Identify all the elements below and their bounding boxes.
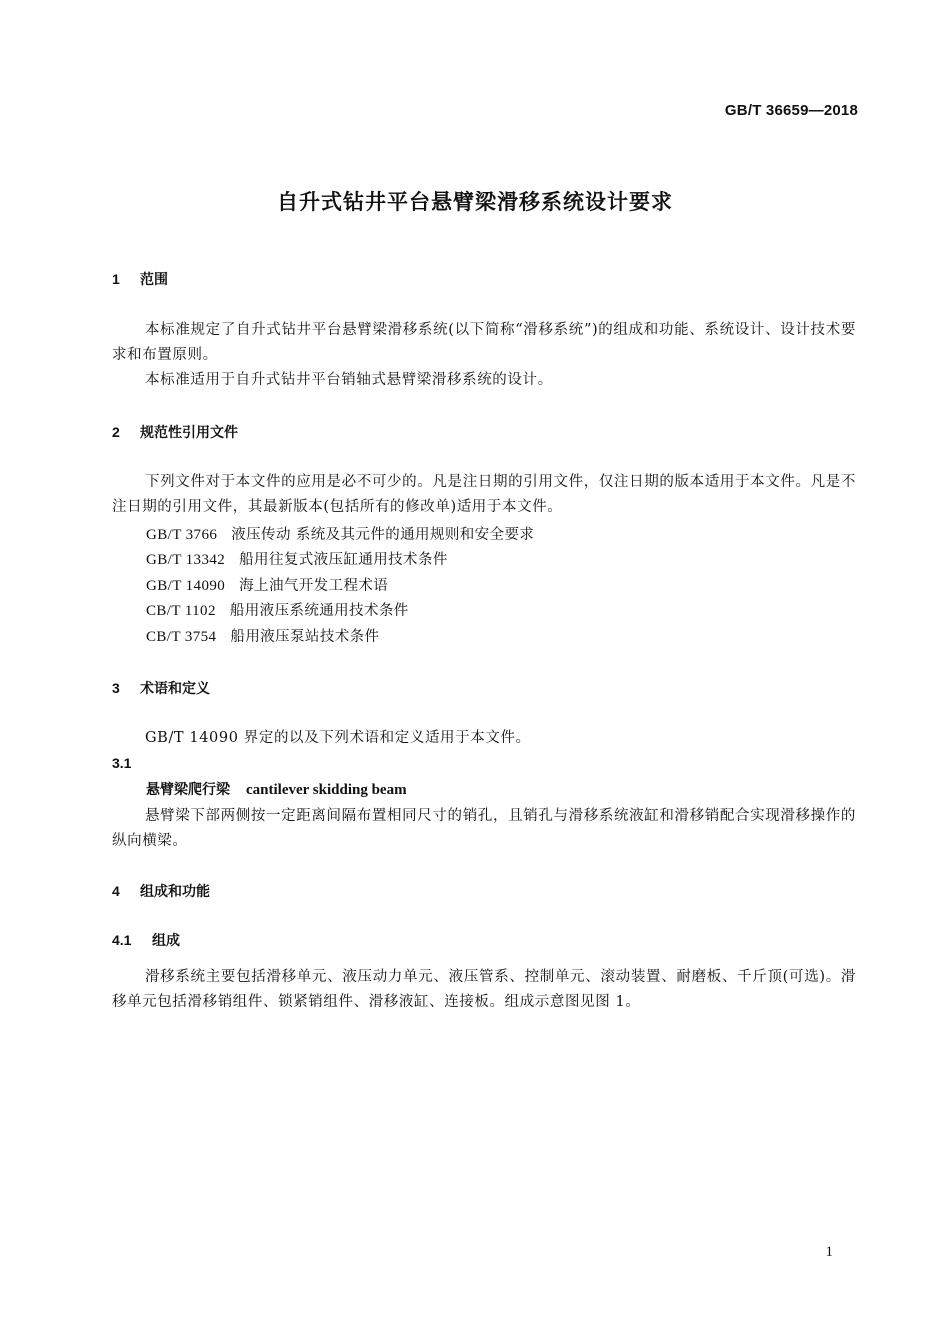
reference-item bbox=[146, 523, 534, 544]
section-title: 规范性引用文件 bbox=[140, 425, 238, 441]
reference-item bbox=[146, 548, 448, 569]
reference-title: 液压传动 系统及其元件的通用规则和安全要求 bbox=[231, 527, 535, 543]
term-chinese: 悬臂梁爬行梁 bbox=[146, 782, 230, 798]
reference-title: 船用液压泵站技术条件 bbox=[230, 629, 380, 645]
section-3-heading bbox=[112, 678, 210, 698]
reference-item bbox=[146, 599, 409, 620]
reference-code: CB/T 3754 bbox=[146, 629, 217, 645]
section-1-heading bbox=[112, 269, 168, 289]
section-title: 术语和定义 bbox=[140, 681, 210, 697]
section-title: 组成和功能 bbox=[140, 884, 210, 900]
reference-code: GB/T 14090 bbox=[146, 578, 226, 594]
document-title: 自升式钻井平台悬臂梁滑移系统设计要求 bbox=[277, 190, 673, 214]
term-number: 3.1 bbox=[112, 755, 132, 771]
section-1-paragraph-1: 本标准规定了自升式钻井平台悬臂梁滑移系统(以下简称“滑移系统”)的组成和功能、系统设计、设计技术要求和布置原则。 bbox=[112, 322, 856, 363]
section-number: 4 bbox=[112, 883, 120, 899]
section-4-heading bbox=[112, 881, 210, 901]
reference-item bbox=[146, 574, 388, 595]
subsection-number: 4.1 bbox=[112, 932, 132, 948]
reference-code: GB/T 13342 bbox=[146, 552, 226, 568]
subsection-4-1-heading bbox=[112, 930, 180, 950]
subsection-4-1-paragraph: 滑移系统主要包括滑移单元、液压动力单元、液压管系、控制单元、滚动装置、耐磨板、千斤顶(可选)。滑移单元包括滑移销组件、锁紧销组件、滑移液缸、连接板。组成示意图见图 1。 bbox=[112, 969, 856, 1010]
section-number: 1 bbox=[112, 271, 120, 287]
section-title: 范围 bbox=[140, 272, 168, 288]
reference-item bbox=[146, 625, 379, 646]
term-definition: 悬臂梁下部两侧按一定距离间隔布置相同尺寸的销孔，且销孔与滑移系统液缸和滑移销配合实现滑移操作的纵向横梁。 bbox=[112, 808, 856, 849]
reference-title: 海上油气开发工程术语 bbox=[239, 578, 389, 594]
section-number: 2 bbox=[112, 424, 120, 440]
section-2-heading bbox=[112, 422, 238, 442]
section-1-paragraph-2: 本标准适用于自升式钻井平台销轴式悬臂梁滑移系统的设计。 bbox=[145, 372, 553, 388]
reference-code: GB/T 3766 bbox=[146, 527, 218, 543]
reference-title: 船用往复式液压缸通用技术条件 bbox=[239, 552, 448, 568]
page-number: 1 bbox=[825, 1244, 833, 1260]
section-3-intro: GB/T 14090 界定的以及下列术语和定义适用于本文件。 bbox=[145, 730, 531, 746]
section-2-intro: 下列文件对于本文件的应用是必不可少的。凡是注日期的引用文件，仅注日期的版本适用于本文件。凡是不注日期的引用文件，其最新版本(包括所有的修改单)适用于本文件。 bbox=[112, 474, 856, 515]
standard-code: GB/T 36659—2018 bbox=[724, 102, 858, 119]
reference-code: CB/T 1102 bbox=[146, 603, 216, 619]
term-entry bbox=[146, 779, 407, 799]
subsection-title: 组成 bbox=[152, 933, 180, 949]
term-english: cantilever skidding beam bbox=[246, 782, 407, 798]
reference-title: 船用液压系统通用技术条件 bbox=[229, 603, 409, 619]
section-number: 3 bbox=[112, 680, 120, 696]
